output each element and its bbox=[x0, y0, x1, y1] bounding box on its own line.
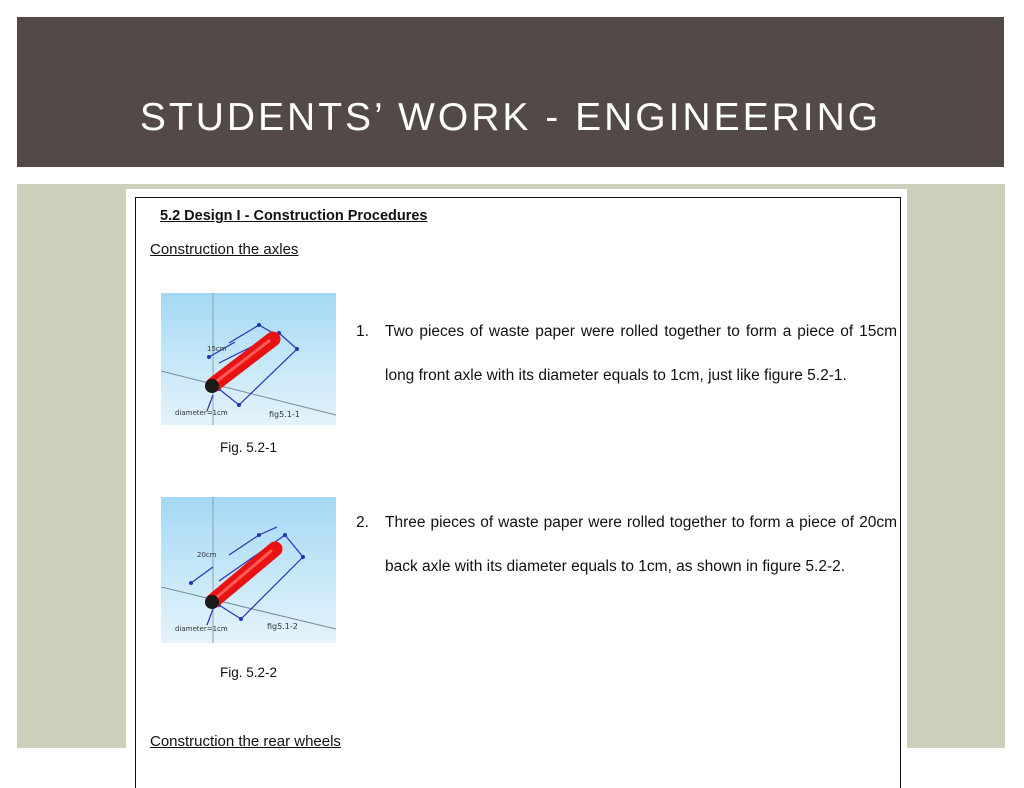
fig2-diameter-label: diameter=1cm bbox=[175, 625, 228, 633]
fig2-tag-label: fig5.1-2 bbox=[267, 622, 298, 631]
section-title-axles: Construction the axles bbox=[150, 241, 299, 258]
figure-caption-2: Fig. 5.2-2 bbox=[219, 665, 278, 680]
step-2-text: Three pieces of waste paper were rolled together to form a piece of 20cm back axle with its diameter equals to 1cm, as shown in figure 5.2-2. bbox=[385, 514, 897, 575]
step-1-number: 1. bbox=[356, 323, 369, 340]
figure-front-axle bbox=[161, 293, 336, 425]
slide-title: STUDENTS’ WORK - ENGINEERING bbox=[139, 96, 882, 139]
fig1-length-label: 15cm bbox=[207, 345, 227, 353]
figure-back-axle bbox=[161, 497, 336, 643]
fig1-diameter-label: diameter=1cm bbox=[175, 409, 228, 417]
back-axle-diagram bbox=[161, 497, 336, 643]
figure-caption-1: Fig. 5.2-1 bbox=[219, 440, 278, 455]
front-axle-diagram bbox=[161, 293, 336, 425]
document-page bbox=[126, 189, 907, 768]
fig2-length-label: 20cm bbox=[197, 551, 217, 559]
step-1-text: Two pieces of waste paper were rolled together to form a piece of 15cm long front axle with its diameter equals to 1cm, just like figure 5.2-1. bbox=[385, 323, 897, 384]
document-heading: 5.2 Design I - Construction Procedures bbox=[160, 208, 428, 224]
section-title-wheels: Construction the rear wheels bbox=[150, 733, 341, 750]
slide-title-bar bbox=[17, 17, 1004, 167]
step-2-number: 2. bbox=[356, 514, 369, 531]
step-2 bbox=[356, 501, 897, 633]
step-1 bbox=[356, 310, 897, 442]
document-frame bbox=[135, 197, 901, 788]
fig1-tag-label: fig5.1-1 bbox=[269, 410, 300, 419]
